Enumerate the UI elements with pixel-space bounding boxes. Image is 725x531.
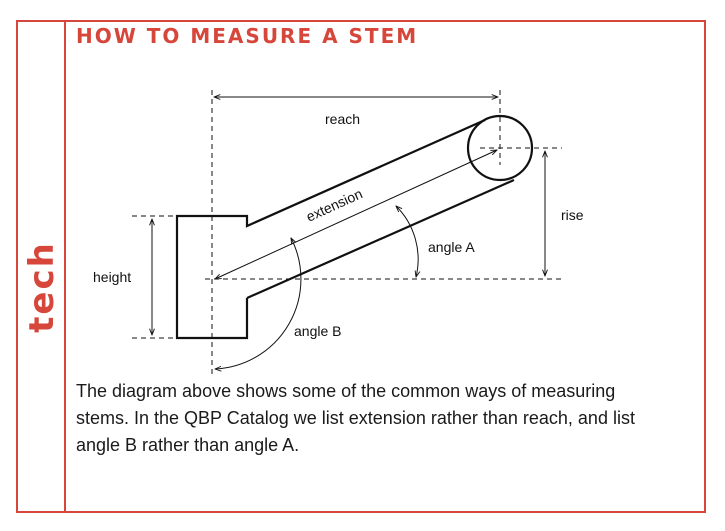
caption-text: The diagram above shows some of the common ways of measuring stems. In the QBP Catalog we list extension rather than reach, and list angle B rather than angle A.	[76, 381, 635, 455]
section-tab-label: tech	[22, 241, 62, 333]
stem-body	[177, 116, 532, 338]
angle-a-label: angle A	[428, 239, 475, 255]
extension-label: extension	[303, 185, 365, 225]
stem-outline-upper	[177, 120, 485, 338]
angle-a-arc	[396, 206, 418, 277]
measurement-arrows	[152, 97, 545, 369]
page-title: HOW TO MEASURE A STEM	[76, 24, 419, 48]
reference-lines	[132, 90, 562, 378]
reach-label: reach	[325, 111, 361, 127]
rise-label: rise	[561, 207, 584, 223]
angle-b-label: angle B	[294, 323, 342, 339]
angle-b-arc	[215, 238, 301, 369]
extension-arrow	[215, 150, 497, 279]
height-label: height	[93, 269, 132, 285]
